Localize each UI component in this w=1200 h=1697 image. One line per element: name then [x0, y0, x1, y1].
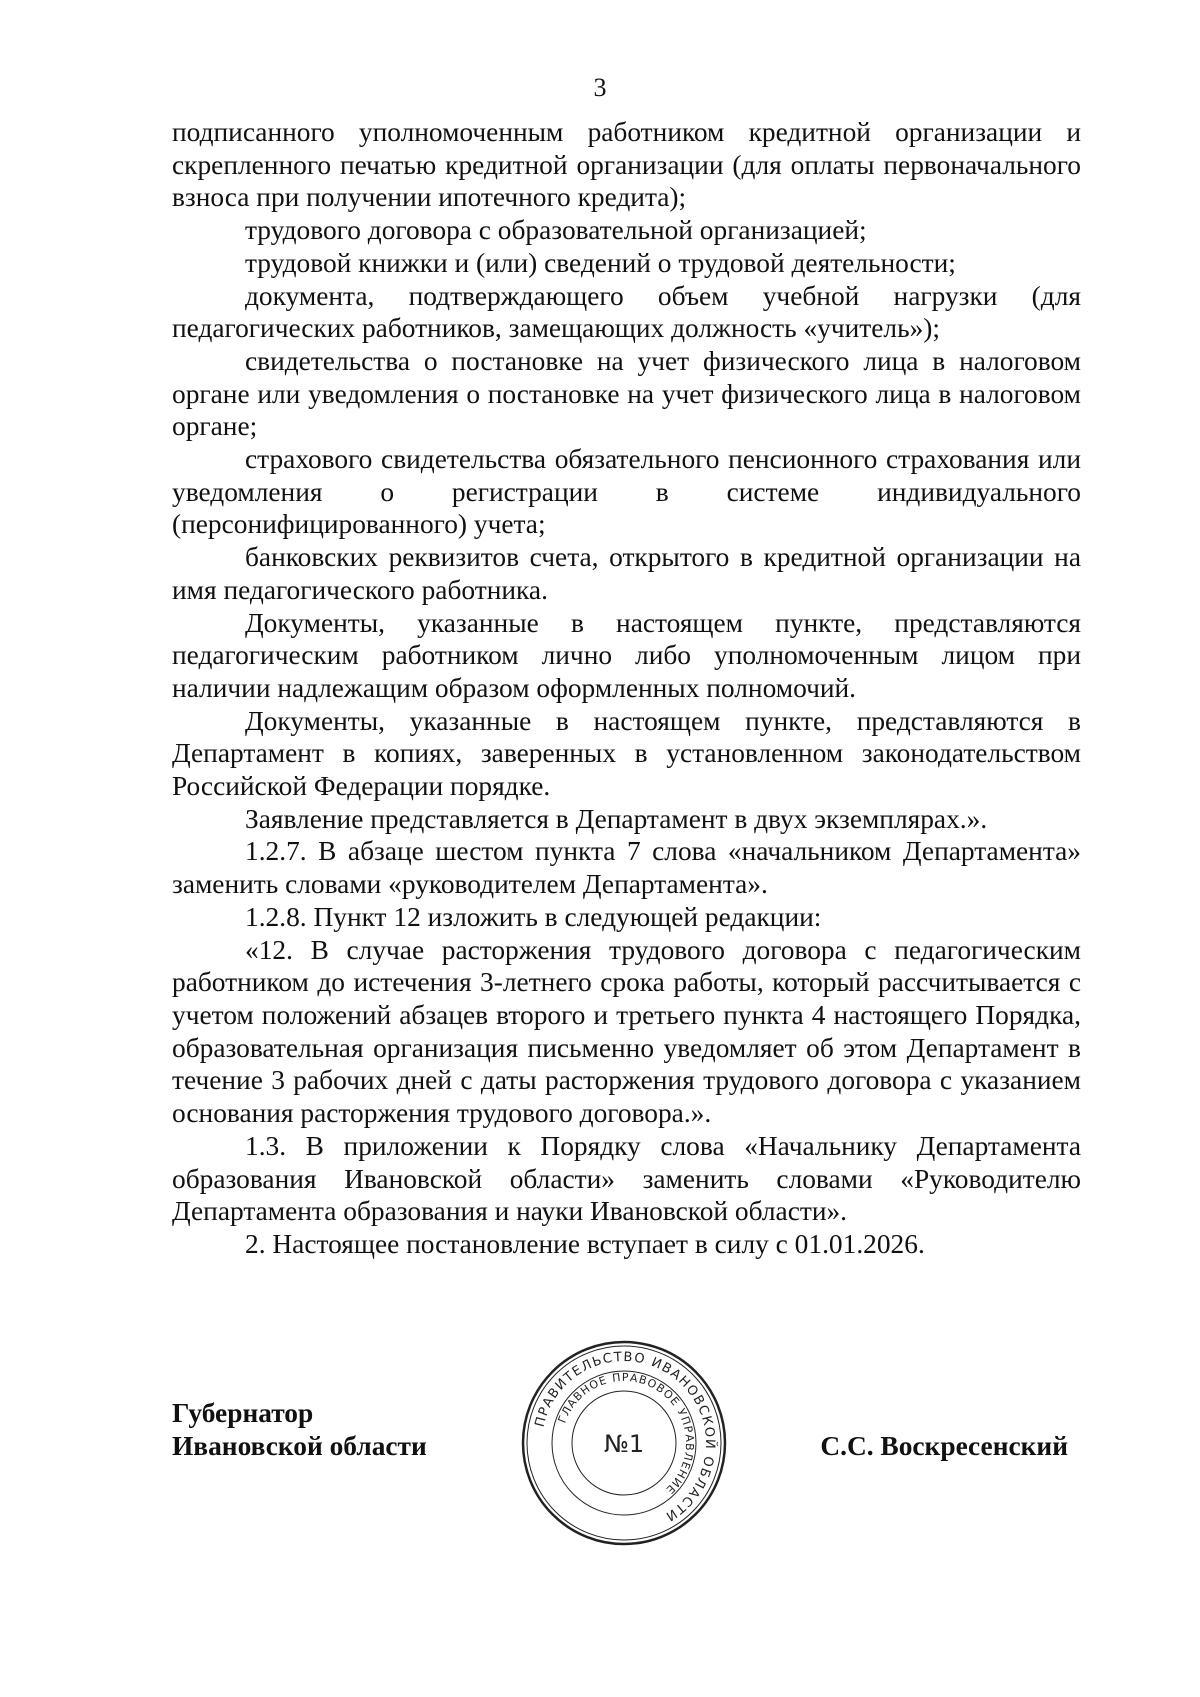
paragraph: 1.2.8. Пункт 12 изложить в следующей редакции: — [245, 901, 822, 932]
paragraph: «12. В случае расторжения трудового договора с педагогическим работником до истечения 3-летнего срока работы, который рассчитывается с учетом положений абзацев второго и третьего пункта 4 настоящего Порядка, образовательная организация письменно уведомляет об этом Департамент в течение 3 рабочих дней с даты расторжения трудового договора с указанием основания расторжения трудового договора.». — [172, 934, 1081, 1129]
document-body — [172, 116, 1081, 1261]
paragraph: банковских реквизитов счета, открытого в кредитной организации на имя педагогического работника. — [172, 542, 1081, 605]
signatory-position — [172, 1397, 427, 1463]
stamp-inner-text: ГЛАВНОЕ ПРАВОВОЕ УПРАВЛЕНИЕ — [555, 1370, 697, 1497]
official-seal-stamp — [519, 1338, 729, 1548]
paragraph: документа, подтверждающего объем учебной нагрузки (для педагогических работников, замещающих должность «учитель»); — [172, 280, 1081, 344]
page-number: 3 — [593, 73, 607, 102]
paragraph: 1.3. В приложении к Порядку слова «Начальнику Департамента образования Ивановской области» заменить словами «Руководителю Департамента образования и науки Ивановской области». — [172, 1130, 1081, 1227]
position-line: Ивановской области — [172, 1431, 427, 1461]
paragraph: страхового свидетельства обязательного пенсионного страхования или уведомления о регистрации в системе индивидуального (персонифицированного) учета; — [172, 444, 1081, 540]
paragraph: Заявление представляется в Департамент в двух экземплярах.». — [245, 803, 988, 834]
paragraph: трудового договора с образовательной организацией; — [245, 215, 867, 246]
paragraph: Документы, указанные в настоящем пункте, представляются в Департамент в копиях, заверенных в установленном законодательством Российской Федерации порядке. — [172, 705, 1081, 802]
paragraph: подписанного уполномоченным работником кредитной организации и скрепленного печатью кредитной организации (для оплаты первоначального взноса при получении ипотечного кредита); — [172, 117, 1081, 213]
paragraph: Документы, указанные в настоящем пункте, представляются педагогическим работником лично либо уполномоченным лицом при наличии надлежащим образом оформленных полномочий. — [172, 607, 1081, 703]
paragraph: трудовой книжки и (или) сведений о трудовой деятельности; — [245, 247, 956, 278]
paragraph: 1.2.7. В абзаце шестом пункта 7 слова «начальником Департамента» заменить словами «руководителем Департамента». — [172, 836, 1081, 900]
position-line: Губернатор — [172, 1398, 314, 1428]
stamp-number: №1 — [603, 1430, 645, 1458]
paragraph: свидетельства о постановке на учет физического лица в налоговом органе или уведомления о постановке на учет физического лица в налоговом органе; — [172, 345, 1081, 442]
paragraph: 2. Настоящее постановление вступает в силу с 01.01.2026. — [245, 1228, 925, 1259]
signatory-name: С.С. Воскресенский — [820, 1431, 1068, 1461]
stamp-outer-text: ПРАВИТЕЛЬСТВО ИВАНОВСКОЙ ОБЛАСТИ — [532, 1349, 718, 1525]
